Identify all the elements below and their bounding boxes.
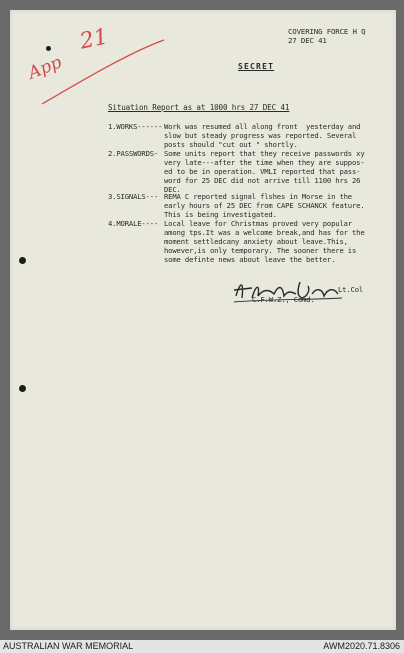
item-line: however,is only temporary. The sooner there is bbox=[164, 246, 357, 255]
archive-footer bbox=[0, 640, 404, 653]
item-line: ed to be in operation. VMLI reported that pass- bbox=[164, 167, 361, 176]
item-heading: 4.MORALE---- bbox=[108, 219, 159, 228]
footer-accession-number: AWM2020.71.8306 bbox=[323, 641, 400, 651]
item-line: Work was resumed all along front yesterday and bbox=[164, 122, 361, 131]
document-page bbox=[10, 10, 396, 630]
punch-hole bbox=[19, 257, 26, 264]
classification-marking: SECRET bbox=[238, 62, 275, 71]
signature-appointment: C.F.W.Z., Comd. bbox=[252, 295, 315, 304]
item-line: DEC. bbox=[164, 185, 181, 194]
item-heading: 1.WORKS------ bbox=[108, 122, 163, 131]
item-line: very late---after the time when they are suppos- bbox=[164, 158, 365, 167]
item-line: word for 25 DEC did not arrive till 1100 hrs 26 bbox=[164, 176, 361, 185]
handwritten-underline-stroke bbox=[38, 28, 168, 108]
header-unit: COVERING FORCE H Q bbox=[288, 27, 366, 36]
item-line: moment settledcany anxiety about leave.This, bbox=[164, 237, 348, 246]
signature-rank: Lt.Col bbox=[338, 285, 364, 294]
item-heading: 2.PASSWORDS- bbox=[108, 149, 159, 158]
punch-hole bbox=[19, 385, 26, 392]
item-line: slow but steady progress was reported. Several bbox=[164, 131, 357, 140]
item-line: some definte news about leave the better. bbox=[164, 255, 336, 264]
header-date: 27 DEC 41 bbox=[288, 36, 327, 45]
item-line: REMA C reported signal flshes in Morse in the bbox=[164, 192, 352, 201]
item-line: Local leave for Christmas proved very popular bbox=[164, 219, 352, 228]
item-line: early hours of 25 DEC from CAPE SCHANCK feature. bbox=[164, 201, 365, 210]
footer-institution: AUSTRALIAN WAR MEMORIAL bbox=[3, 641, 134, 651]
report-title: Situation Report as at 1000 hrs 27 DEC 41 bbox=[108, 103, 290, 112]
item-line: Some units report that they receive passwords xy bbox=[164, 149, 365, 158]
handwritten-number-annotation: 21 bbox=[77, 24, 111, 55]
item-line: among tps.It was a welcome break,and has for the bbox=[164, 228, 365, 237]
handwritten-app-annotation: App bbox=[25, 52, 65, 84]
item-line: This is being investigated. bbox=[164, 210, 277, 219]
item-line: posts should "cut out " shortly. bbox=[164, 140, 298, 149]
item-heading: 3.SIGNALS--- bbox=[108, 192, 159, 201]
